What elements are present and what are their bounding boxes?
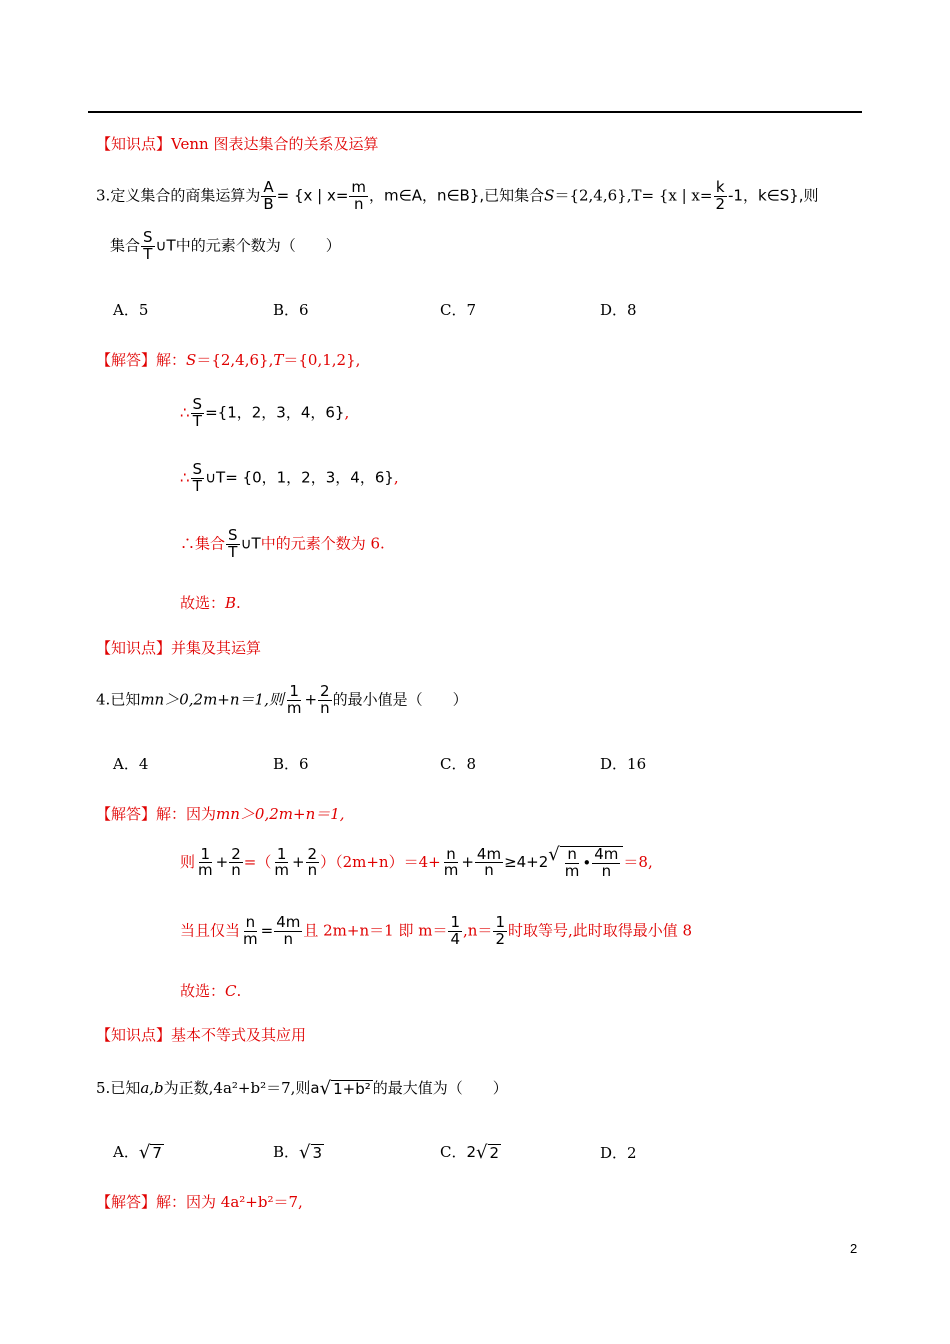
answer-3-step-2: ∴ $\frac{S}{T}$ ∪T= {0，1，2，3，4，6},	[180, 460, 399, 495]
answer-3-choice: 故选：B.	[180, 594, 241, 612]
answer-4-step-2: 当且仅当 $\frac{n}{m}$ = $\frac{4m}{n}$ 且 2m+n＝1 即 m＝ $\frac{1}{4}$ ,n＝ $\frac{1}{2}$ 时取等号,此时取得最小值 8	[180, 913, 693, 948]
q3-option-b: B．6	[273, 301, 309, 319]
q5-option-b: B． √ 3	[273, 1142, 323, 1163]
sqrt-n-over-m-times-4m-over-n: √ $\frac{n}{m}$ • $\frac{4m}{n}$	[548, 846, 623, 880]
fraction-k-over-2: $\frac{k}{2}$	[715, 178, 725, 213]
fraction-a-over-b: $\frac{A}{B}$	[263, 178, 274, 213]
q5-option-d: D．2	[600, 1144, 637, 1162]
answer-4-intro: 【解答】解：因为mn＞0,2m+n＝1,	[96, 805, 345, 823]
answer-4-choice: 故选：C.	[180, 982, 242, 1000]
question-5: 5.已知a,b为正数,4a²+b²＝7,则a √ 1+b² 的最大值为（ ）	[96, 1078, 508, 1099]
q4-option-d: D．16	[600, 755, 647, 773]
sqrt-1-plus-b-squared: √ 1+b²	[319, 1078, 371, 1099]
answer-3-intro: 【解答】解：S＝{2,4,6},T＝{0,1,2},	[96, 351, 361, 369]
knowledge-point-venn: 【知识点】Venn 图表达集合的关系及运算	[96, 135, 379, 153]
answer-3-step-3: ∴集合 $\frac{S}{T}$ ∪T中的元素个数为 6.	[180, 526, 385, 561]
q4-option-b: B．6	[273, 755, 309, 773]
question-3-line-2: 集合 $\frac{S}{T}$ ∪T中的元素个数为（ ）	[110, 228, 341, 263]
question-3-line-1: 3.定义集合的商集运算为 $\frac{A}{B}$ = {x | x= $\frac{m}{n}$ ，m∈A，n∈B},已知集合S＝{2,4,6},T= {x | x= $\frac{k}{2}$ -1，k∈S},则	[96, 178, 819, 213]
answer-5-intro: 【解答】解：因为 4a²+b²＝7,	[96, 1193, 303, 1211]
answer-3-step-1: ∴ $\frac{S}{T}$ ={1，2，3，4，6},	[180, 395, 350, 430]
header-rule	[88, 111, 862, 113]
answer-4-step-1: 则 $\frac{1}{m}$ + $\frac{2}{n}$ =（ $\frac{1}{m}$ + $\frac{2}{n}$ ）（2m+n）＝4+ $\frac{n}{m}$ + $\frac{4m}{n}$ ≥4+2 √ $\frac{n}{m}$ • $\frac{4m}{n}$ ＝8,	[180, 844, 653, 880]
q5-option-c: C．2 √ 2	[440, 1142, 500, 1163]
page-number: 2	[850, 1241, 858, 1256]
fraction-2-over-n: $\frac{2}{n}$	[320, 682, 330, 717]
fraction-m-over-n: $\frac{m}{n}$	[351, 178, 367, 213]
q4-option-c: C．8	[440, 755, 477, 773]
q3-option-c: C．7	[440, 301, 477, 319]
q5-option-a: A． √ 7	[113, 1142, 162, 1163]
question-4: 4.已知mn＞0,2m+n＝1,则 $\frac{1}{m}$ + $\frac{2}{n}$ 的最小值是（ ）	[96, 682, 468, 717]
knowledge-point-inequality: 【知识点】基本不等式及其应用	[96, 1026, 307, 1044]
q3-option-d: D．8	[600, 301, 637, 319]
q4-option-a: A．4	[113, 755, 149, 773]
knowledge-point-union: 【知识点】并集及其运算	[96, 639, 262, 657]
fraction-1-over-m: $\frac{1}{m}$	[286, 682, 302, 717]
fraction-s-over-t: $\frac{S}{T}$	[143, 228, 153, 263]
q3-option-a: A．5	[113, 301, 149, 319]
